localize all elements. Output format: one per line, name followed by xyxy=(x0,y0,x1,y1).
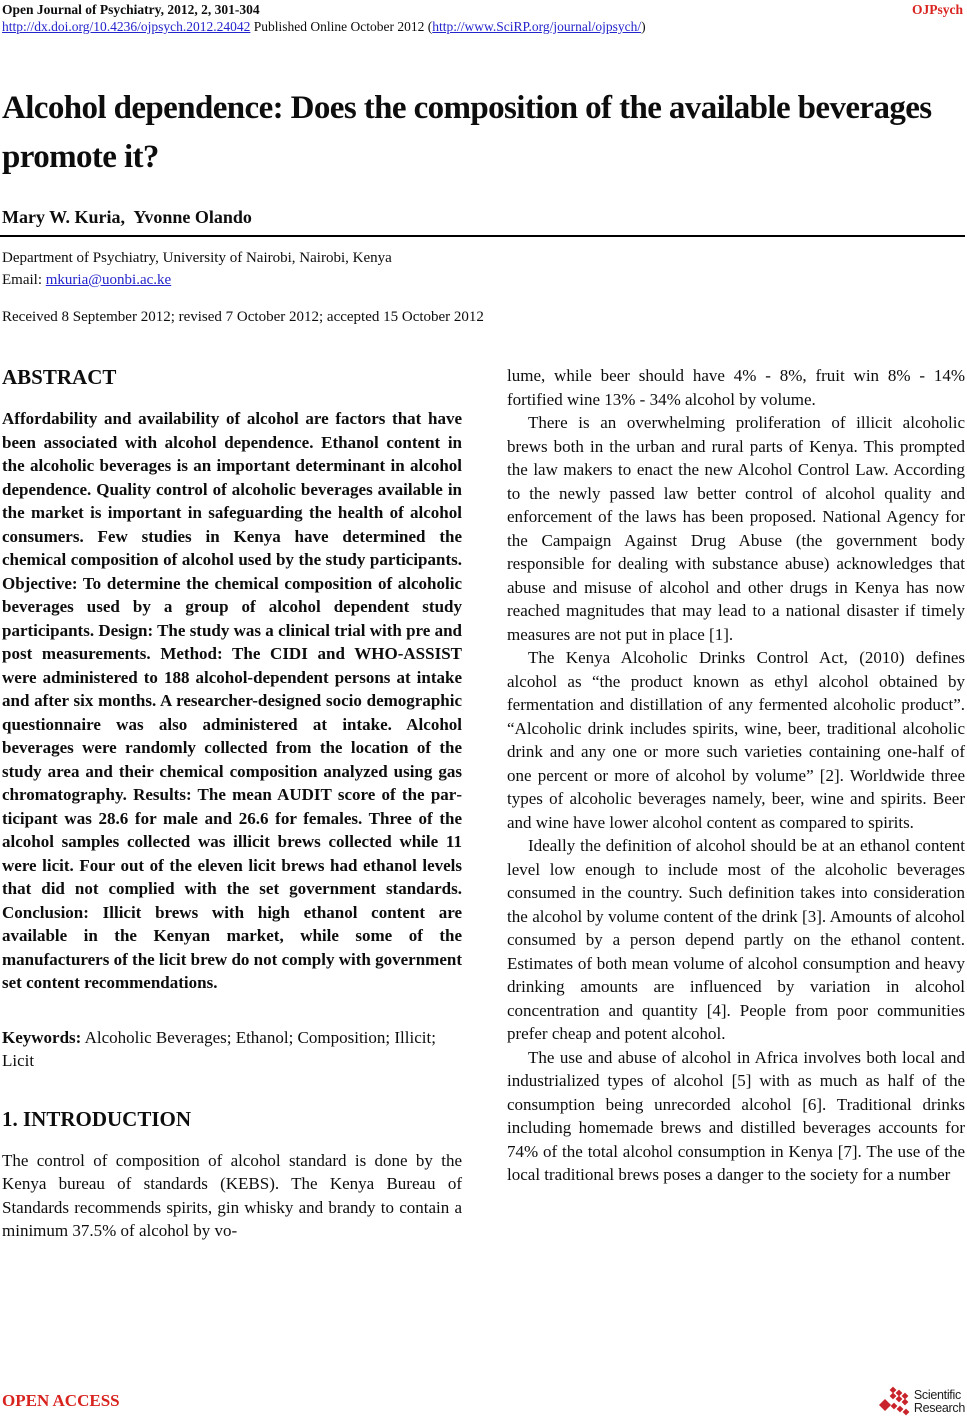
journal-citation: Open Journal of Psychiatry, 2012, 2, 301-304 xyxy=(2,2,260,17)
abstract-body: Affordability and availability of alcohol are factors that have been associated with alcohol dependence. Ethanol content in the alcoholic beverages is an important determinant in alcohol dependence. Quality control of alcoholic beverages available in the market is important in safeguarding the health of alcohol consumers. Few studies in Kenya have determined the chemical composition of alcohol used by the study participants. Objective: To determine the chemical composition of alcoholic beverages used by a group of alcohol dependent study participants. Design: The study was a clinical trial with pre and post measurements. Method: The CIDI and WHO-ASSIST were administered to 188 alcohol-dependent persons at intake and after six months. A researcher-designed socio demographic questionnaire was also administered at intake. Alcohol beverages were randomly collected from the location of the study area and their chemical composition analyzed using gas chromatography. Results: The mean AUDIT score of the participant was 28.6 for male and 26.6 for females. Three of the alcohol samples collected was illicit brews collected while 11 were licit. Four out of the eleven licit brews had ethanol levels that did not complied with the set government standards. Conclusion: Illicit brews with high ethanol content are available in the Kenyan market, while some of the manufacturers of the licit brew do not comply with government set content recommendations. xyxy=(2,409,462,992)
logo-text-line2: Research xyxy=(913,1401,965,1415)
scientific-research-logo-icon xyxy=(879,1382,913,1422)
left-column xyxy=(2,364,462,1243)
affiliation: Department of Psychiatry, University of Nairobi, Nairobi, Kenya xyxy=(2,250,392,266)
header-line-2 xyxy=(2,18,963,35)
email-label: Email: xyxy=(2,271,46,288)
divider-rule xyxy=(0,235,965,237)
right-column xyxy=(507,364,965,1243)
keywords-list: Alcoholic Beverages; Ethanol; Composition; Illicit; Licit xyxy=(2,1027,436,1070)
published-close-paren: ) xyxy=(641,19,646,34)
body-paragraph: lume, while beer should have 4% - 8%, fruit win 8% - 14% fortified wine 13% - 34% alcohol by volume. xyxy=(507,366,965,409)
email-link[interactable]: mkuria@uonbi.ac.ke xyxy=(45,271,172,288)
article-body xyxy=(2,364,965,1243)
journal-abbrev: OJPsych xyxy=(911,2,963,17)
keywords-line xyxy=(2,1026,462,1073)
logo-text-line1: Scientific xyxy=(913,1388,961,1402)
header-line-1 xyxy=(2,1,963,18)
doi-link[interactable]: http://dx.doi.org/10.4236/ojpsych.2012.24042 xyxy=(2,19,251,34)
received-dates: Received 8 September 2012; revised 7 October 2012; accepted 15 October 2012 xyxy=(2,309,484,325)
introduction-heading: 1. INTRODUCTION xyxy=(2,1106,192,1131)
body-paragraph: The use and abuse of alcohol in Africa involves both local and industrialized types of alcohol [5] with as much as half of the consumption being unrecorded alcohol [6]. Traditional drinks including homemade brews and distilled beverages accounts for 74% of the total alcohol consumption in Kenya [7]. The use of the local traditional brews poses a danger to the society for a number xyxy=(507,1047,965,1184)
article-title: Alcohol dependence: Does the composition of the available beverages promote it? xyxy=(2,90,932,175)
keywords-label: Keywords: xyxy=(2,1027,82,1047)
published-online-text: Published Online October 2012 ( xyxy=(250,19,433,34)
authors: Mary W. Kuria, Yvonne Olando xyxy=(2,207,252,227)
body-paragraph: There is an overwhelming proliferation of illicit alcoholic brews both in the urban and rural parts of Kenya. This prompted the law makers to enact the new Alcohol Control Law. According to the newly passed law better control of alcohol quality and enforcement of the laws has been proposed. National Agency for the Campaign Against Drug Abuse (the government body responsible for dealing with substance abuse) acknowledges that abuse and misuse of alcohol and other drugs in Kenya has now reached magnitudes that may lead to a national disaster if timely measures are not put in place [1]. xyxy=(507,413,965,644)
body-paragraph: Ideally the definition of alcohol should be at an ethanol content level low enough to include most of the alcoholic beverages consumed in the country. Such definition takes into consideration the alcohol by volume content of the drink [3]. Amounts of alcohol consumed by a person depend partly on the ethanol content. Estimates of both mean volume of alcohol consumption and heavy drinking amounts are influenced by variation in alcohol concentration and quantity [4]. People from poor communities prefer cheap and potent alcohol. xyxy=(507,836,965,1043)
body-paragraph: The Kenya Alcoholic Drinks Control Act, (2010) defines alcohol as “the product known as ethyl alcohol obtained by fermentation and distillation of any fermented alcoholic product”. “Alcoholic drink includes spirits, wine, beer, traditional alcoholic drink and any one or more such varieties containing one-half of one percent or more of alcohol by volume” [2]. Worldwide three types of alcoholic beverages namely, beer, wine and spirits. Beer and wine have lower alcohol content as compared to spirits. xyxy=(507,648,965,832)
abstract-heading: ABSTRACT xyxy=(2,365,117,389)
email-line xyxy=(2,270,392,292)
introduction-paragraph: The control of composition of alcohol standard is done by the Kenya bureau of standards (KEBS). The Kenya Bureau of Standards recommends spirits, gin whisky and brandy to contain a minimum 37.5% of alcohol by vo- xyxy=(2,1150,462,1240)
publisher-logo xyxy=(879,1382,965,1422)
journal-url-link[interactable]: http://www.SciRP.org/journal/ojpsych/ xyxy=(432,19,642,34)
publisher-name xyxy=(914,1389,965,1415)
open-access-label: OPEN ACCESS xyxy=(2,1391,120,1410)
page-header xyxy=(2,1,963,35)
affiliation-block xyxy=(2,248,392,291)
